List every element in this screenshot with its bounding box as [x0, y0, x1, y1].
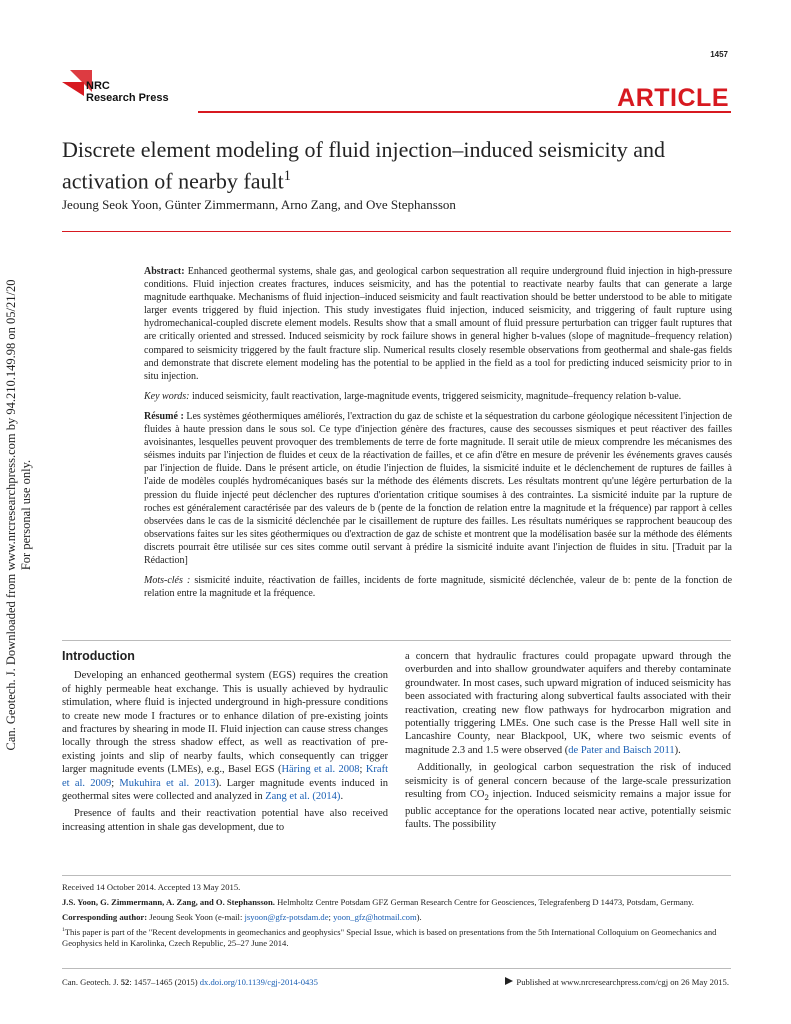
col2-p2-text-b: injection. Induced seismicity remains a major issue for public acceptance for the operations located near active, potentially seismic faults. The possibility: [405, 789, 731, 830]
email-separator: ;: [328, 912, 334, 923]
footnote-rule: [62, 875, 731, 876]
header-rule: [62, 231, 731, 232]
logo-text-nrc: NRC: [86, 80, 110, 92]
download-notice-line2: For personal use only.: [19, 459, 33, 571]
affiliation-names: J.S. Yoon, G. Zimmermann, A. Zang, and O. Stephansson.: [62, 897, 275, 908]
resume-text: Les systèmes géothermiques améliorés, l'extraction du gaz de schiste et la séquestration du carbone géologique nécessitent l'injection de fluides à haute pression dans le sous sol. Ce type d'injection génère des fractures, cause des secousses sismiques et peut réactiver des failles avoisinantes, lesquelles peuvent provoquer des tremblements de terre de forte magnitude. Il serait utile de mieux comprendre les mécanismes des séismes induits par l'injection de fluides et ceux de la réactivation de failles, et ce afin d'être en mesure de prévenir les événements graves causés par l'injection de fluide. Dans le présent article, on étudie l'injection de fluides, la sismicité induite et le déclenchement de ruptures de failles à l'aide de modèles couplés hydromécaniques basés sur la méthode des éléments discrets. Les résultats montrent qu'une légère perturbation de la pression du fluide injecté peut déclencher des ruptures d'orientation critique soumises à des contraintes. La sismicité induite par la rupture de roches est généralement caractérisée par des valeurs de b (pente de la fonction de relation entre la magnitude et la fréquence) par rapport à celles observées dans le cas de la sismicité déclenchée par le cisaillement de rupture des failles. Les résultats numériques se rapprochent beaucoup des observations faites sur les sites géothermiques ou d'extraction de gaz de schiste et montrent que la modélisation basée sur la méthode des éléments discrets pourrait être utilisée sur ces sites comme outil servant à prédire la sismicité induite avant l'injection de fluides in situ. [Traduit par la Rédaction]: [144, 410, 733, 566]
logo-text-research-press: Research Press: [86, 92, 169, 104]
citation-pages: : 1457–1465 (2015): [129, 977, 200, 987]
paper-title-text: Discrete element modeling of fluid injection–induced seismicity and activation of nearby fault: [62, 137, 666, 194]
body-column-right: [405, 650, 731, 831]
corresponding-label: Corresponding author:: [62, 912, 148, 923]
resume: [144, 410, 732, 567]
paper-title: [62, 137, 722, 194]
footnote-1-mark: 1: [62, 926, 65, 933]
body-column-left: [62, 650, 388, 834]
footnote-1: [62, 925, 731, 949]
mots-cles-text: sismicité induite, réactivation de failles, incidents de forte magnitude, sismicité déclenchée, valeur de b: pente de la fonction de relation entre la magnitude et la fréquence.: [144, 575, 733, 600]
corresponding-text-a: Jeoung Seok Yoon (e-mail:: [149, 912, 245, 923]
mots-cles: [144, 574, 732, 600]
abstract-label: Abstract:: [144, 266, 185, 277]
intro-p1-text-b: ). Larger magnitude events induced in geothermal sites were collected and analyzed in: [62, 777, 388, 803]
ref-mukuhira-2013[interactable]: Mukuhira et al. 2013: [119, 777, 216, 789]
ref-separator: ;: [111, 777, 120, 789]
ref-depater-2011[interactable]: de Pater and Baisch 2011: [568, 744, 675, 756]
abstract-rule: [62, 640, 731, 641]
col2-p1-text-a: a concern that hydraulic fractures could propagate upward through the overburden and into shallow groundwater aquifers and thereby contaminate groundwater. In most cases, such upward migration of induced seismicity has been associated with fracturing along subvertical faults associated with their reactivation, creating new flow pathways for hydrocarbon migration and potentially triggering LMEs. One such case is the Presse Hall well site in Lancashire County, near Blackpool, UK, where two seismic events of magnitude 2.3 and 1.5 were observed (: [405, 651, 731, 756]
corresponding-author: [62, 912, 731, 923]
affiliation-text: Helmholtz Centre Potsdam GFZ German Research Centre for Geosciences, Telegrafenberg D 14473, Potsdam, Germany.: [277, 897, 694, 908]
keywords: [144, 390, 732, 403]
download-notice-line1: Can. Geotech. J. Downloaded from www.nrcresearchpress.com by 94.210.149.98 on 05/21/20: [4, 279, 18, 751]
intro-p1-text-c: .: [340, 791, 344, 803]
abstract-text: Enhanced geothermal systems, shale gas, and geological carbon sequestration all require underground fluid injection in high-pressure conditions. Fluid injection creates fractures, induces seismicity, and has the potential to reactivate nearby faults that can generate a large magnitude earthquake. Mechanisms of fluid injection–induced seismicity and fault reactivation should be better understood to be able to mitigate larger events triggered by fluid injection. This study investigates fluid injection, induced seismicity, and triggering of fault rupture using hydromechanical-coupled discrete element models. Results show that a small amount of fluid pressure perturbation can trigger fault ruptures that are critically oriented and stressed. Induced seismicity by rock failure shows in general higher b-values (slope of magnitude–frequency relation) compared to seismicity triggered by the fault fracture slip. Numerical results closely resemble observations from geothermal and shale-gas fields and demonstrate that discrete element modeling has the potential to be applied in the field as a tool for predicting induced seismicity prior to in situ injection.: [144, 266, 733, 382]
intro-paragraph-2-cont: [405, 650, 731, 757]
ref-haring-2008[interactable]: Häring et al. 2008: [281, 764, 360, 776]
citation-journal: Can. Geotech. J.: [62, 977, 121, 987]
article-label: ARTICLE: [617, 84, 729, 112]
published-info: [505, 977, 729, 987]
resume-label: Résumé :: [144, 410, 184, 422]
mots-cles-label: Mots-clés :: [144, 575, 191, 587]
abstract-block: [144, 265, 732, 607]
col2-p1-text-b: ).: [674, 744, 681, 756]
published-text: Published at www.nrcresearchpress.com/cgj on 26 May 2015.: [516, 977, 729, 987]
intro-paragraph-3: [405, 761, 731, 831]
affiliation: [62, 897, 731, 908]
intro-paragraph-2: Presence of faults and their reactivation potential have also received increasing attention in shale gas development, due to: [62, 808, 388, 833]
doi-link[interactable]: dx.doi.org/10.1139/cgj-2014-0435: [199, 977, 318, 987]
intro-paragraph-1: [62, 669, 388, 803]
intro-p1-text-a: Developing an enhanced geothermal system (EGS) requires the creation of highly permeable heat exchange. This is usually achieved by hydraulic stimulation, where fluid is injected underground in high-pressure conditions to create new mode I fractures or to enhance dilation of pre-existing joints and fractures by shearing in mode II. Fluid injection can cause stress changes locally through the stress shadow effect, as well as reactivation of pre-existing joints and slip of nearby faults, which consequently can trigger larger magnitude events (LMEs), e.g., Basel EGS (: [62, 670, 388, 776]
received-dates: Received 14 October 2014. Accepted 13 May 2015.: [62, 882, 241, 892]
col2-p2-text-a: Additionally, in geological carbon sequestration the risk of induced seismicity is of general concern because of the large-scale pressurization resulting from CO: [405, 762, 731, 801]
keywords-label: Key words:: [144, 390, 190, 402]
bottom-rule: [62, 968, 731, 969]
citation: [62, 977, 318, 987]
email-link-2[interactable]: yoon_gfz@hotmail.com: [333, 912, 417, 923]
co2-subscript: 2: [484, 792, 489, 803]
arrow-icon: [505, 977, 513, 985]
footnote-1-text: This paper is part of the "Recent developments in geomechanics and geophysics" Special Issue, which is based on presentations from the 5th International Colloquium on Geomechanics and Geophysics held in Karolinka, Czech Republic, 25–27 June 2014.: [62, 926, 717, 948]
footnotes: [62, 882, 731, 953]
citation-volume: 52: [120, 977, 130, 987]
ref-zang-2014[interactable]: Zang et al. (2014): [265, 791, 341, 803]
abstract: [144, 265, 732, 383]
ref-separator: ;: [359, 764, 366, 776]
introduction-heading: Introduction: [62, 649, 135, 663]
authors: Jeoung Seok Yoon, Günter Zimmermann, Arno Zang, and Ove Stephansson: [62, 197, 456, 212]
corresponding-text-b: ).: [416, 912, 422, 923]
download-notice: [4, 265, 38, 765]
nrc-logo: [62, 70, 182, 114]
title-footnote-mark: 1: [283, 168, 291, 184]
keywords-text: induced seismicity, fault reactivation, large-magnitude events, triggered seismicity, magnitude–frequency relation b-value.: [191, 390, 682, 402]
ref-kraft-2009[interactable]: Kraft et al. 2009: [62, 764, 388, 789]
email-link-1[interactable]: jsyoon@gfz-potsdam.de: [244, 912, 329, 923]
page-number: 1457: [710, 50, 728, 59]
